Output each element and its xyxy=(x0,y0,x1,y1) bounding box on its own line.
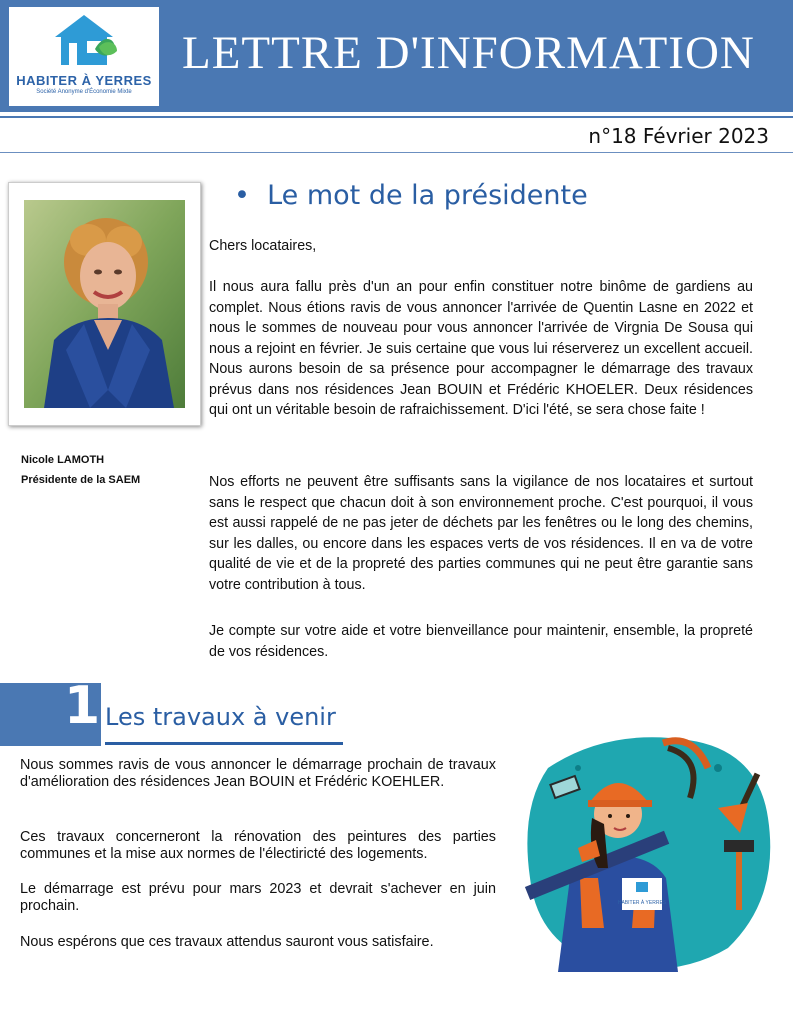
logo-subtitle: Société Anonyme d'Économie Mixte xyxy=(36,89,132,95)
logo-text: HABITER À YERRES xyxy=(16,73,152,88)
paragraph: Ces travaux concerneront la rénovation des peintures des parties communes et la mise aux normes de l'électiricté des logements. xyxy=(20,829,496,862)
section-heading-text: Le mot de la présidente xyxy=(267,180,588,211)
president-photo-frame xyxy=(8,182,201,426)
paragraph: Il nous aura fallu près d'un an pour enfin constituer notre binôme de gardiens au complet. Nous étions ravis de vous annoncer l'arrivée de Quentin Lasne en 2022 et nous le sommes de nouveau pour vous annoncer l'arrivée de Virgnia De Sousa qui nous a rejoint en février. Je suis certaine que vous lui réserverez un excellent accueil. Nous aurons besoin de sa présence pour accompagner le démarrage des travaux prévus dans nos résidences Jean BOUIN et Frédéric KHOELER. Deux résidences qui ont un véritable besoin de rafraichissement. D'ici l'été, se sera chose faite ! xyxy=(209,279,753,418)
president-photo xyxy=(24,200,185,408)
president-name: Nicole LAMOTH xyxy=(21,454,105,466)
paragraph: Le démarrage est prévu pour mars 2023 et devrait s'achever en juin prochain. xyxy=(20,881,496,914)
paragraph: Nous sommes ravis de vous annoncer le démarrage prochain de travaux d'amélioration des résidences Jean BOUIN et Frédéric KOEHLER. xyxy=(20,757,496,790)
badge-text: HABITER À YERRES xyxy=(617,900,667,906)
issue-number: n°18 Février 2023 xyxy=(588,124,769,148)
construction-worker-illustration xyxy=(518,728,780,972)
house-logo-icon xyxy=(9,7,159,73)
section-number: 1 xyxy=(64,676,101,736)
section-heading-underline xyxy=(105,742,343,745)
president-role: Présidente de la SAEM xyxy=(21,474,141,486)
paragraph: Je compte sur votre aide et votre bienveillance pour maintenir, ensemble, la propreté de vos résidences. xyxy=(209,623,753,660)
newsletter-title: LETTRE D'INFORMATION xyxy=(182,27,755,79)
paragraph: Nous espérons que ces travaux attendus sauront vous satisfaire. xyxy=(20,934,434,950)
logo xyxy=(9,7,159,106)
bullet-icon: • xyxy=(234,180,268,211)
issue-divider xyxy=(0,152,793,153)
section-heading-president xyxy=(234,180,588,211)
section-heading-travaux: Les travaux à venir xyxy=(105,703,336,731)
header-rule xyxy=(0,116,793,118)
greeting: Chers locataires, xyxy=(209,238,317,254)
paragraph: Nos efforts ne peuvent être suffisants sans la vigilance de nos locataires et surtout sans le respect que chacun doit à son environnement proche. C'est pourquoi, il vous est aussi rappelé de ne pas jeter de déchets par les fenêtres ou le long des chemins, sur les dalles, ou encore dans les espaces verts de vos résidences. Il en va de votre qualité de vie et de la propreté des parties communes qui ne peut être garantie sans votre contribution à tous. xyxy=(209,474,753,593)
